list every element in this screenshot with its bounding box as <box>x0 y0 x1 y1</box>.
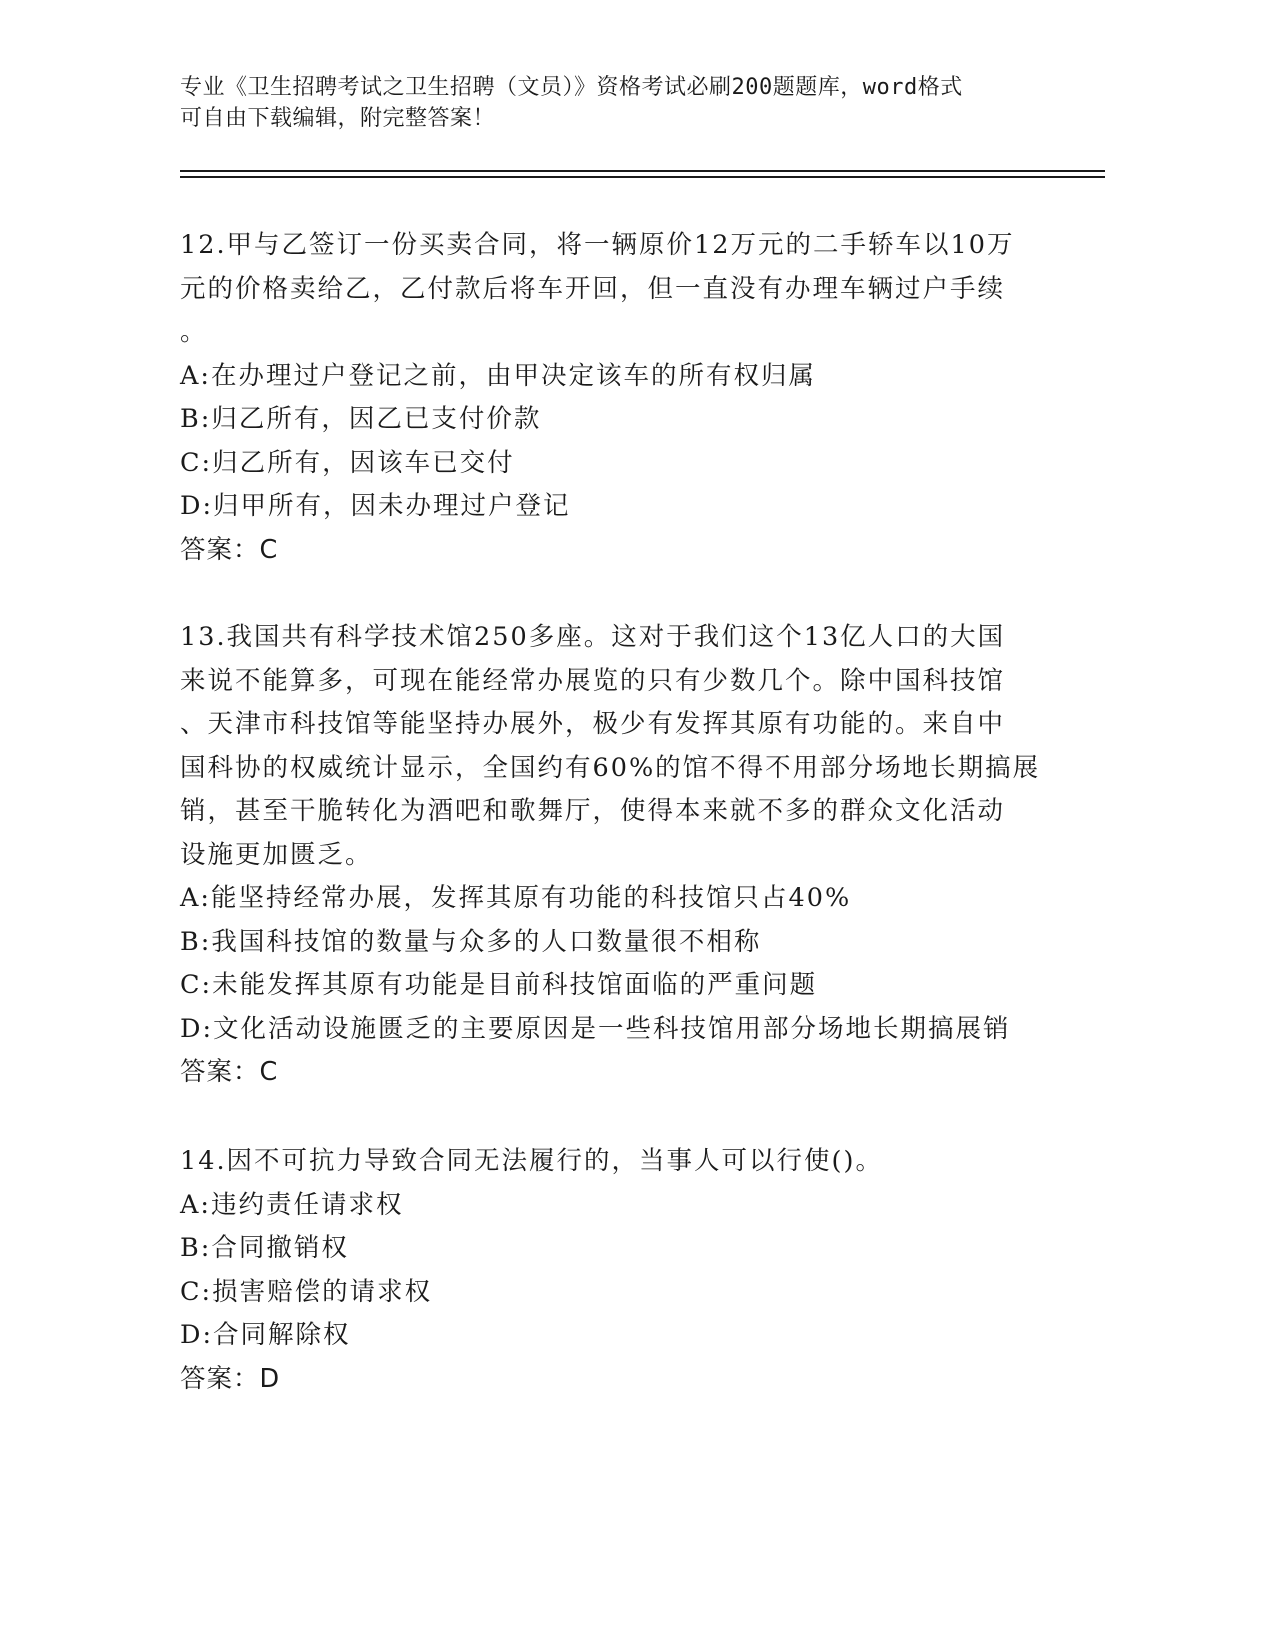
header-divider-bottom <box>180 176 1105 178</box>
header-line-1: 专业《卫生招聘考试之卫生招聘（文员）》资格考试必刷200题题库，word格式 <box>180 75 963 100</box>
question-13 <box>180 616 1040 1095</box>
question-stem-line: 设施更加匮乏。 <box>180 839 373 870</box>
question-stem-line: 12.甲与乙签订一份买卖合同，将一辆原价12万元的二手轿车以10万 <box>180 230 1015 260</box>
option-d: D:文化活动设施匮乏的主要原因是一些科技馆用部分场地长期搞展销 <box>180 1013 1011 1044</box>
question-stem-line: 。 <box>180 317 208 347</box>
option-d: D:归甲所有，因未办理过户登记 <box>180 491 571 521</box>
option-d: D:合同解除权 <box>180 1320 351 1350</box>
question-14 <box>180 1140 1040 1401</box>
header-line-2: 可自由下载编辑，附完整答案！ <box>180 106 496 131</box>
question-stem-line: 、天津市科技馆等能坚持办展外，极少有发挥其原有功能的。来自中 <box>180 709 1006 739</box>
option-b: B:归乙所有，因乙已支付价款 <box>180 404 542 434</box>
option-b: B:合同撤销权 <box>180 1233 349 1263</box>
question-stem-line: 元的价格卖给乙，乙付款后将车开回，但一直没有办理车辆过户手续 <box>180 273 1006 304</box>
question-stem-line: 销，甚至干脆转化为酒吧和歌舞厅，使得本来就不多的群众文化活动 <box>180 796 1006 826</box>
option-c: C:损害赔偿的请求权 <box>180 1276 433 1307</box>
question-stem-line: 国科协的权威统计显示，全国约有60%的馆不得不用部分场地长期搞展 <box>180 752 1041 783</box>
answer-line: 答案：D <box>180 1363 281 1394</box>
option-a: A:能坚持经常办展，发挥其原有功能的科技馆只占40% <box>180 883 852 913</box>
answer-line: 答案：C <box>180 534 279 565</box>
answer-line: 答案：C <box>180 1057 279 1087</box>
option-a: A:在办理过户登记之前，由甲决定该车的所有权归属 <box>180 360 817 391</box>
question-stem-line: 14.因不可抗力导致合同无法履行的，当事人可以行使()。 <box>180 1146 883 1176</box>
question-stem-line: 13.我国共有科学技术馆250多座。这对于我们这个13亿人口的大国 <box>180 622 1006 652</box>
question-12 <box>180 224 1040 572</box>
question-stem-line: 来说不能算多，可现在能经常办展览的只有少数几个。除中国科技馆 <box>180 665 1006 696</box>
option-b: B:我国科技馆的数量与众多的人口数量很不相称 <box>180 926 762 957</box>
option-c: C:未能发挥其原有功能是目前科技馆面临的严重问题 <box>180 970 818 1000</box>
option-c: C:归乙所有，因该车已交付 <box>180 447 515 478</box>
document-header <box>180 72 1040 134</box>
header-divider-top <box>180 170 1105 172</box>
option-a: A:违约责任请求权 <box>180 1189 404 1220</box>
